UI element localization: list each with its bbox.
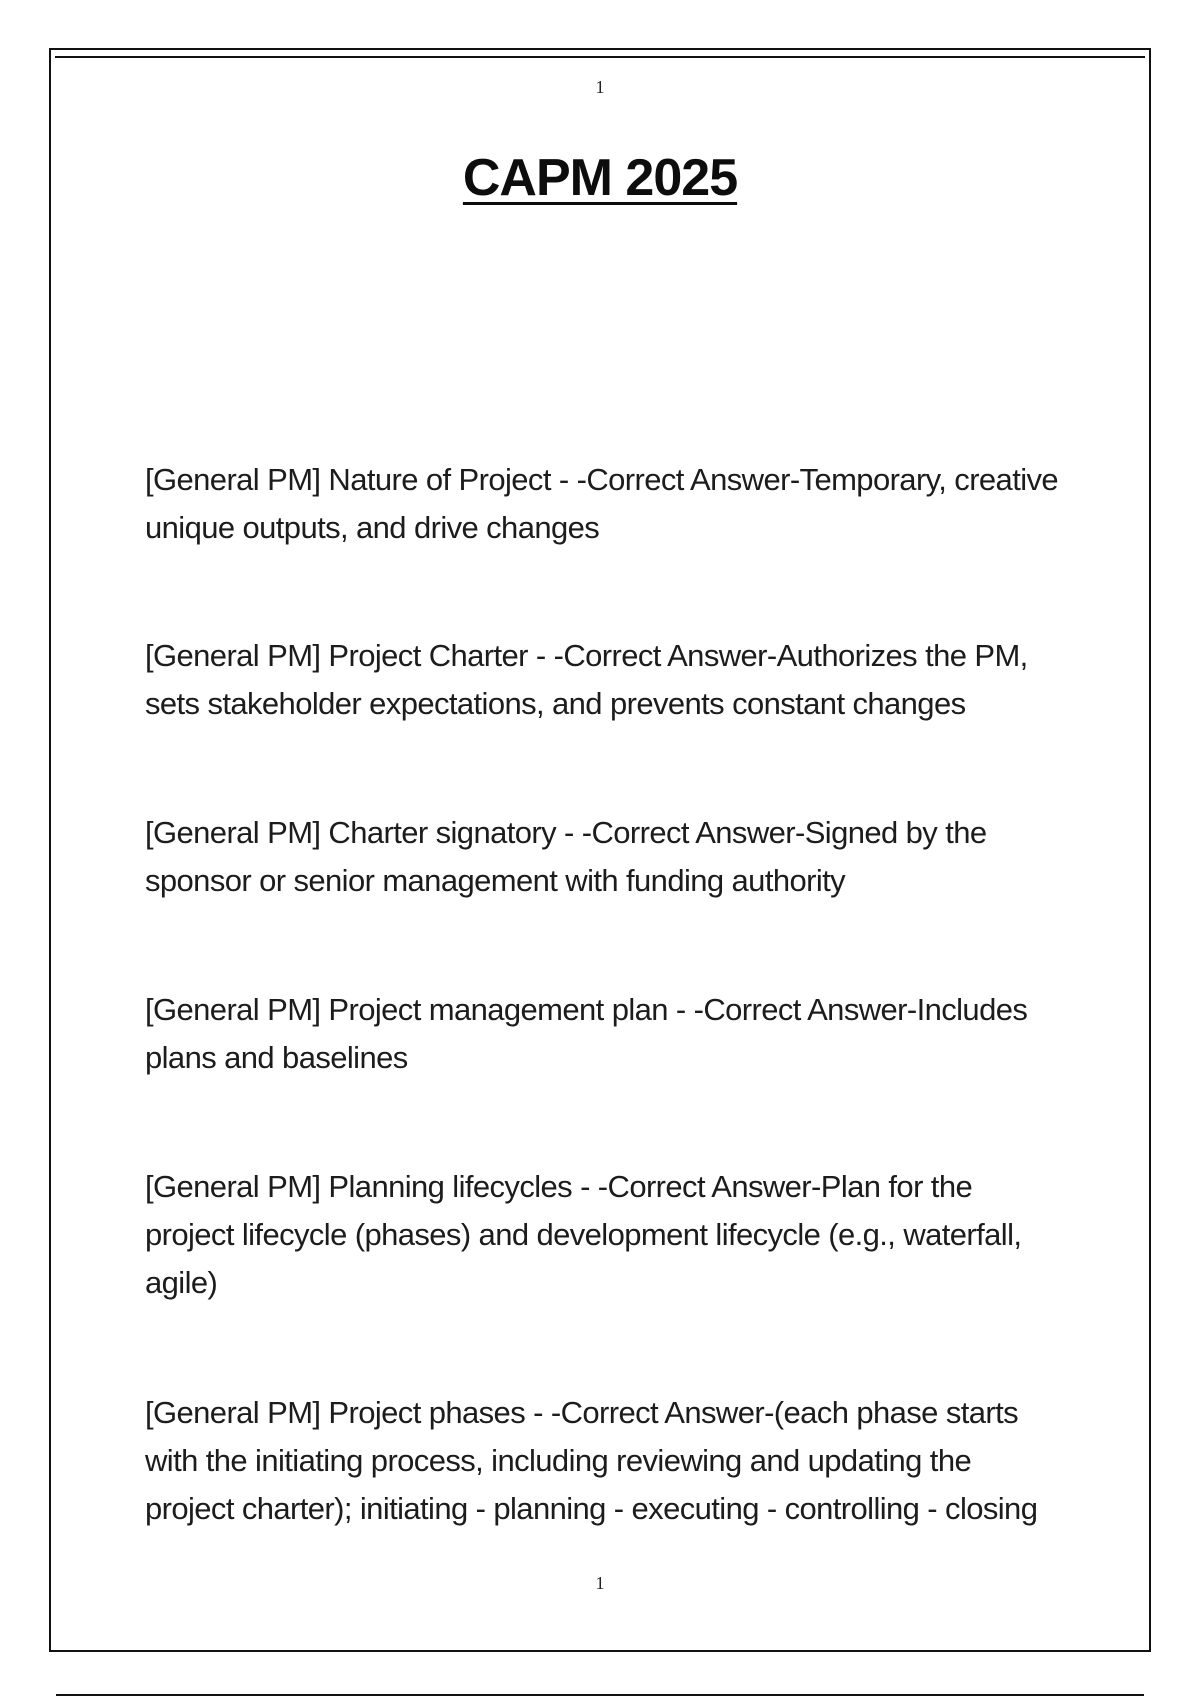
flashcard-entry: [General PM] Project phases - -Correct Answer-(each phase starts with the initiating process, including reviewing and updating the project charter); initiating - planning - executing - controlling - closing — [145, 1395, 1038, 1526]
page-title — [0, 148, 1200, 208]
flashcard-entry: [General PM] Nature of Project - -Correct Answer-Temporary, creative unique outputs, and drive changes — [145, 462, 1059, 545]
flashcard-entry: [General PM] Charter signatory - -Correct Answer-Signed by the sponsor or senior management with funding authority — [145, 815, 987, 898]
next-page-top-rule — [56, 1694, 1144, 1696]
flashcard-entry: [General PM] Planning lifecycles - -Correct Answer-Plan for the project lifecycle (phases) and development lifecycle (e.g., waterfall, agile) — [145, 1169, 1022, 1300]
page-title-text: CAPM 2025 — [462, 149, 738, 207]
flashcard-entry: [General PM] Project Charter - -Correct Answer-Authorizes the PM, sets stakeholder expectations, and prevents constant changes — [145, 638, 1028, 721]
page-border-inner-rule — [55, 56, 1145, 58]
flashcard-entry: [General PM] Project management plan - -Correct Answer-Includes plans and baselines — [145, 992, 1028, 1075]
page-number-bottom: 1 — [595, 1573, 605, 1593]
page-number-top: 1 — [595, 77, 605, 97]
